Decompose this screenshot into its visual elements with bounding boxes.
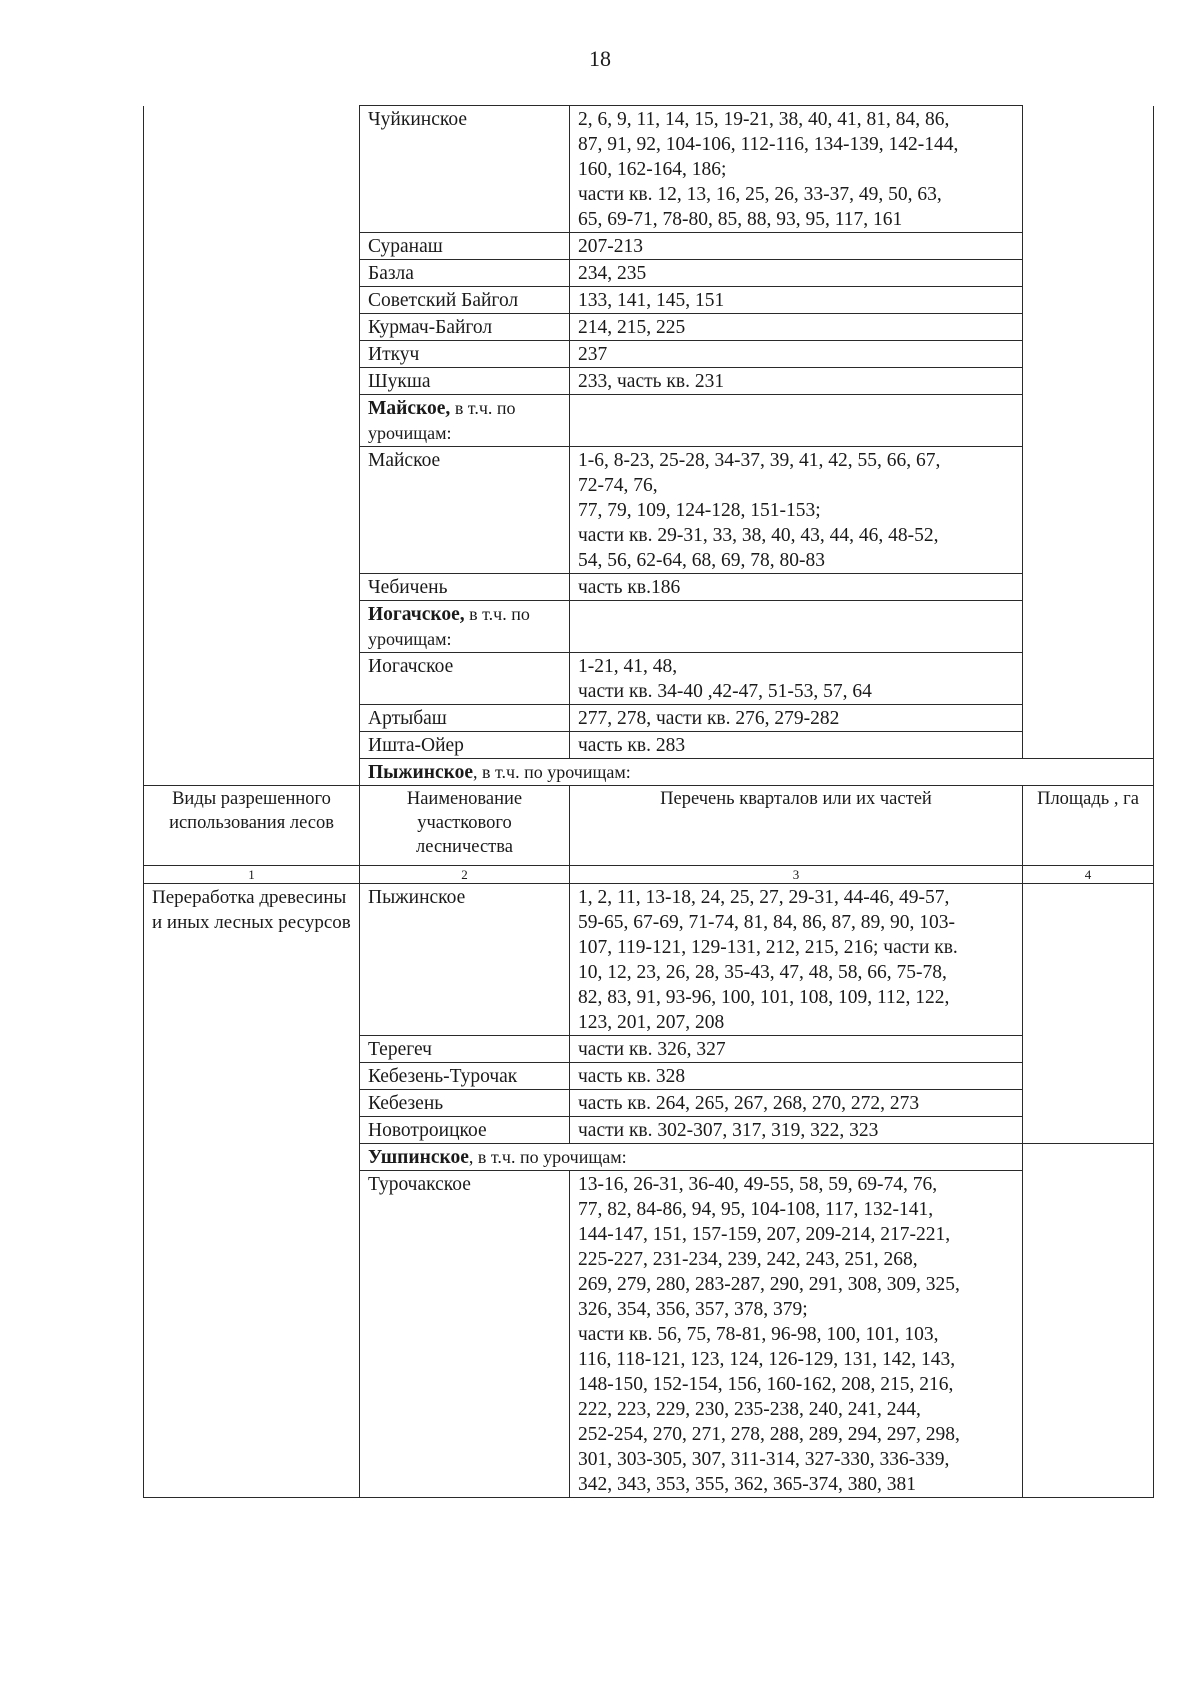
- quarters-line: 123, 201, 207, 208: [578, 1012, 725, 1033]
- quarters-line: 87, 91, 92, 104-106, 112-116, 134-139, 142-144,: [578, 134, 959, 155]
- quarters-cell: [570, 884, 1023, 1036]
- quarters-cell: [570, 1063, 1023, 1090]
- forestry-name-cell: [360, 368, 570, 395]
- forestry-name: Чуйкинское: [368, 109, 467, 130]
- forestry-name-cell: [360, 106, 570, 233]
- quarters-cell: [570, 1090, 1023, 1117]
- quarters-line: 269, 279, 280, 283-287, 290, 291, 308, 309, 325,: [578, 1274, 960, 1295]
- quarters-cell: [570, 653, 1023, 705]
- quarters-line: 82, 83, 91, 93-96, 100, 101, 108, 109, 112, 122,: [578, 987, 950, 1008]
- forestry-name: Суранаш: [368, 236, 443, 257]
- forestry-name: Курмач-Байгол: [368, 317, 493, 338]
- quarters-line: 10, 12, 23, 26, 28, 35-43, 47, 48, 58, 66, 75-78,: [578, 962, 947, 983]
- quarters-line: части кв. 302-307, 317, 319, 322, 323: [578, 1120, 879, 1141]
- column-number-row: [144, 866, 1154, 884]
- quarters-line: 116, 118-121, 123, 124, 126-129, 131, 142, 143,: [578, 1349, 956, 1370]
- usage-type: Переработка древесины и иных лесных ресурсов: [152, 887, 351, 933]
- quarters-line: 1-6, 8-23, 25-28, 34-37, 39, 41, 42, 55, 66, 67,: [578, 450, 941, 471]
- quarters-cell: [570, 314, 1023, 341]
- quarters-line: 222, 223, 229, 230, 235-238, 240, 241, 244,: [578, 1399, 921, 1420]
- table-header-row: [144, 786, 1154, 866]
- forestry-name: Иткуч: [368, 344, 420, 365]
- usage-type-cell: [144, 884, 360, 1498]
- forestry-name-cell: [360, 233, 570, 260]
- forestry-name-cell: [360, 341, 570, 368]
- quarters-line: 144-147, 151, 157-159, 207, 209-214, 217-221,: [578, 1224, 951, 1245]
- quarters-line: части кв. 29-31, 33, 38, 40, 43, 44, 46, 48-52,: [578, 525, 939, 546]
- quarters-line: 148-150, 152-154, 156, 160-162, 208, 215, 216,: [578, 1374, 954, 1395]
- quarters-line: 77, 79, 109, 124-128, 151-153;: [578, 500, 821, 521]
- forestry-name-cell: [360, 574, 570, 601]
- forestry-name-cell: [360, 1090, 570, 1117]
- header-section: [144, 786, 1154, 884]
- section-heading: [360, 395, 570, 447]
- forestry-name: Кебезень-Турочак: [368, 1066, 518, 1087]
- quarters-cell: [570, 705, 1023, 732]
- section-heading-name: Ушпинское: [368, 1147, 469, 1168]
- forest-quarters-table: [143, 105, 1154, 1498]
- section-heading-suffix: в т.ч. по урочищам:: [368, 398, 516, 443]
- usage-type-cell: [144, 106, 360, 786]
- header-quarters-list: Перечень кварталов или их частей: [570, 786, 1023, 866]
- header-area: Площадь , га: [1023, 786, 1154, 866]
- column-number: 4: [1023, 866, 1154, 884]
- header-forestry-name: Наименование участкового лесничества: [360, 786, 570, 866]
- header-usage-type: Виды разрешенного использования лесов: [144, 786, 360, 866]
- column-number: 3: [570, 866, 1023, 884]
- area-cell: [1023, 1144, 1154, 1498]
- quarters-cell: [570, 368, 1023, 395]
- quarters-line: 301, 303-305, 307, 311-314, 327-330, 336-339,: [578, 1449, 950, 1470]
- forestry-name: Новотроицкое: [368, 1120, 487, 1141]
- column-number: 1: [144, 866, 360, 884]
- quarters-line: 342, 343, 353, 355, 362, 365-374, 380, 381: [578, 1474, 916, 1495]
- quarters-line: 252-254, 270, 271, 278, 288, 289, 294, 297, 298,: [578, 1424, 960, 1445]
- section-heading: [360, 759, 1154, 786]
- quarters-line: 214, 215, 225: [578, 317, 686, 338]
- forestry-name-cell: [360, 732, 570, 759]
- section-heading-name: Пыжинское: [368, 762, 474, 783]
- forestry-name: Базла: [368, 263, 414, 284]
- forestry-name: Терегеч: [368, 1039, 432, 1060]
- quarters-line: части кв. 12, 13, 16, 25, 26, 33-37, 49, 50, 63,: [578, 184, 942, 205]
- area-cell: [1023, 106, 1154, 759]
- area-cell: [1023, 884, 1154, 1144]
- quarters-cell: [570, 106, 1023, 233]
- forestry-name-cell: [360, 314, 570, 341]
- section-heading-name: Майское,: [368, 398, 451, 419]
- quarters-line: часть кв. 264, 265, 267, 268, 270, 272, 273: [578, 1093, 920, 1114]
- quarters-line: 77, 82, 84-86, 94, 95, 104-108, 117, 132-141,: [578, 1199, 934, 1220]
- forestry-name: Артыбаш: [368, 708, 447, 729]
- quarters-line: 1, 2, 11, 13-18, 24, 25, 27, 29-31, 44-46, 49-57,: [578, 887, 950, 908]
- quarters-cell: [570, 260, 1023, 287]
- quarters-line: 207-213: [578, 236, 643, 257]
- quarters-line: 133, 141, 145, 151: [578, 290, 725, 311]
- section-heading: [360, 1144, 1023, 1171]
- forestry-name: Шукша: [368, 371, 431, 392]
- forestry-name-cell: [360, 705, 570, 732]
- forestry-name-cell: [360, 1171, 570, 1498]
- forestry-name-cell: [360, 447, 570, 574]
- quarters-line: 326, 354, 356, 357, 378, 379;: [578, 1299, 808, 1320]
- quarters-line: 72-74, 76,: [578, 475, 658, 496]
- table-row: [144, 106, 1154, 233]
- lower-section: [144, 884, 1154, 1498]
- page-number: 18: [589, 46, 611, 71]
- quarters-line: часть кв.186: [578, 577, 681, 598]
- quarters-line: части кв. 56, 75, 78-81, 96-98, 100, 101, 103,: [578, 1324, 939, 1345]
- quarters-line: 233, часть кв. 231: [578, 371, 725, 392]
- upper-section: [144, 106, 1154, 786]
- forestry-name: Советский Байгол: [368, 290, 519, 311]
- section-heading-suffix: , в т.ч. по урочищам:: [468, 1147, 627, 1167]
- forestry-name: Ишта-Ойер: [368, 735, 464, 756]
- forestry-name: Турочакское: [368, 1174, 471, 1195]
- quarters-cell: [570, 1036, 1023, 1063]
- forestry-name-cell: [360, 884, 570, 1036]
- quarters-cell: [570, 341, 1023, 368]
- section-heading-suffix: в т.ч. по урочищам:: [368, 604, 530, 649]
- forestry-name-cell: [360, 1036, 570, 1063]
- quarters-line: 65, 69-71, 78-80, 85, 88, 93, 95, 117, 161: [578, 209, 903, 230]
- quarters-line: 59-65, 67-69, 71-74, 81, 84, 86, 87, 89, 90, 103-: [578, 912, 955, 933]
- quarters-line: части кв. 34-40 ,42-47, 51-53, 57, 64: [578, 681, 872, 702]
- forestry-name-cell: [360, 287, 570, 314]
- quarters-line: 277, 278, части кв. 276, 279-282: [578, 708, 840, 729]
- quarters-cell: [570, 574, 1023, 601]
- quarters-cell: [570, 732, 1023, 759]
- forestry-name: Майское: [368, 450, 441, 471]
- quarters-line: часть кв. 328: [578, 1066, 686, 1087]
- quarters-line: части кв. 326, 327: [578, 1039, 726, 1060]
- quarters-line: 1-21, 41, 48,: [578, 656, 678, 677]
- forestry-name: Иогачское: [368, 656, 454, 677]
- forestry-name-cell: [360, 1117, 570, 1144]
- quarters-cell: [570, 1117, 1023, 1144]
- quarters-line: 54, 56, 62-64, 68, 69, 78, 80-83: [578, 550, 825, 571]
- quarters-line: 160, 162-164, 186;: [578, 159, 727, 180]
- quarters-line: часть кв. 283: [578, 735, 686, 756]
- empty-cell: [570, 601, 1023, 653]
- forestry-name-cell: [360, 1063, 570, 1090]
- quarters-line: 107, 119-121, 129-131, 212, 215, 216; части кв.: [578, 937, 958, 958]
- section-heading-name: Иогачское,: [368, 604, 465, 625]
- quarters-line: 234, 235: [578, 263, 647, 284]
- forestry-name-cell: [360, 653, 570, 705]
- table-row: [144, 884, 1154, 1036]
- forestry-name: Пыжинское: [368, 887, 466, 908]
- section-heading-suffix: , в т.ч. по урочищам:: [473, 762, 631, 782]
- quarters-cell: [570, 447, 1023, 574]
- quarters-cell: [570, 287, 1023, 314]
- forestry-name-cell: [360, 260, 570, 287]
- quarters-line: 2, 6, 9, 11, 14, 15, 19-21, 38, 40, 41, 81, 84, 86,: [578, 109, 950, 130]
- column-number: 2: [360, 866, 570, 884]
- quarters-line: 237: [578, 344, 608, 365]
- quarters-line: 13-16, 26-31, 36-40, 49-55, 58, 59, 69-74, 76,: [578, 1174, 938, 1195]
- forestry-name: Кебезень: [368, 1093, 444, 1114]
- forestry-name: Чебичень: [368, 577, 448, 598]
- empty-cell: [570, 395, 1023, 447]
- section-heading: [360, 601, 570, 653]
- quarters-cell: [570, 1171, 1023, 1498]
- quarters-line: 225-227, 231-234, 239, 242, 243, 251, 268,: [578, 1249, 918, 1270]
- quarters-cell: [570, 233, 1023, 260]
